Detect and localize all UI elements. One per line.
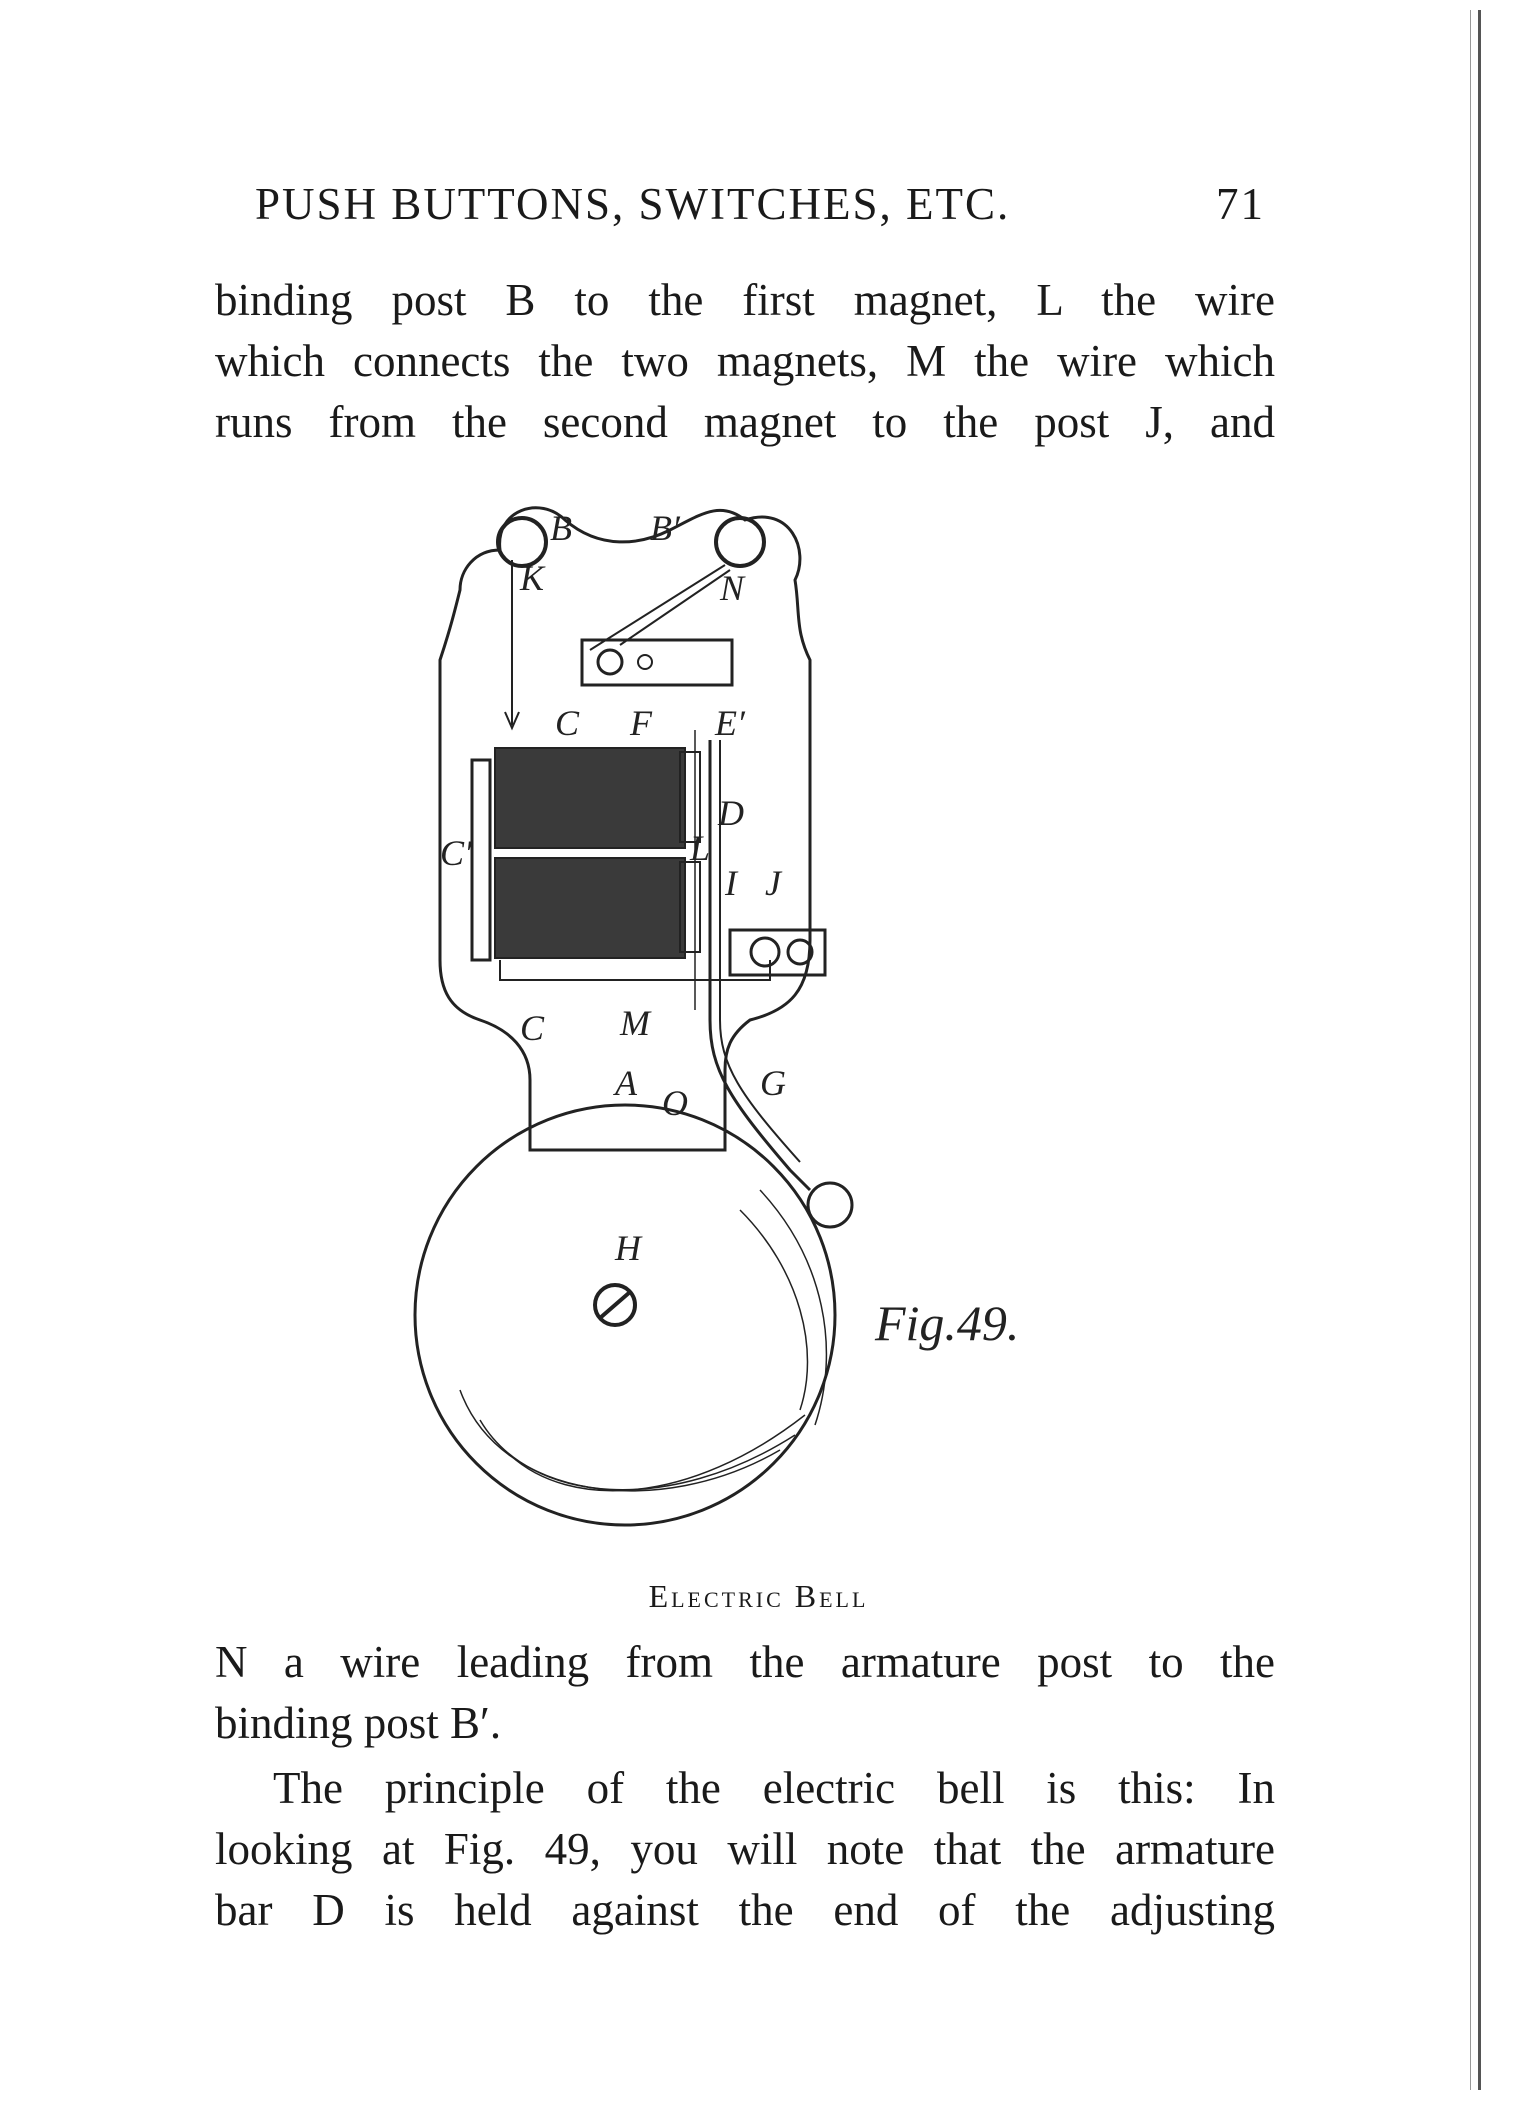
page-number: 71 (1216, 179, 1265, 229)
running-title: PUSH BUTTONS, SWITCHES, ETC. (255, 179, 1011, 229)
paragraph-bottom-2-line-2: looking at Fig. 49, you will note that the armature (215, 1824, 1275, 1874)
label-B: B (550, 508, 572, 548)
label-N: N (720, 568, 745, 608)
label-M: M (620, 1003, 650, 1043)
label-E-prime: E′ (715, 703, 745, 743)
label-G: G (760, 1063, 786, 1103)
label-H: H (615, 1228, 641, 1268)
electric-bell-drawing (400, 490, 1120, 1570)
figure-electric-bell (400, 490, 1120, 1570)
label-J: J (765, 863, 781, 903)
fig-label: Fig.49. (875, 1295, 1020, 1351)
label-I: I (725, 863, 737, 903)
label-L: L (690, 828, 711, 868)
label-A: A (615, 1063, 637, 1103)
label-C-top: C (555, 703, 580, 743)
magnet-upper (495, 748, 685, 848)
label-C-prime: C′ (440, 833, 472, 873)
paragraph-bottom-1-line-1: N a wire leading from the armature post to the (215, 1637, 1275, 1687)
page-edge-rule (1478, 10, 1481, 2090)
bell-gong (415, 1105, 835, 1525)
binding-post-B-prime (716, 518, 764, 566)
paragraph-top-line-1: binding post B to the first magnet, L the wire (215, 275, 1275, 325)
label-O: O (662, 1083, 688, 1123)
paragraph-top-line-2: which connects the two magnets, M the wire which (215, 336, 1275, 386)
wire-N (590, 565, 725, 650)
label-F: F (630, 703, 652, 743)
label-K: K (520, 558, 545, 598)
hammer-ball (808, 1183, 852, 1227)
magnet-lower (495, 858, 685, 958)
armature-post (582, 640, 732, 685)
paragraph-bottom-2-line-3: bar D is held against the end of the adjusting (215, 1885, 1275, 1935)
figure-caption: Electric Bell (648, 1578, 869, 1614)
paragraph-bottom-2-line-1: The principle of the electric bell is this: In (273, 1763, 1275, 1813)
label-D: D (718, 793, 744, 833)
running-header (255, 178, 1265, 238)
label-C-bottom: C (520, 1008, 545, 1048)
paragraph-bottom-1-line-2: binding post B′. (215, 1698, 502, 1748)
paragraph-top-line-3: runs from the second magnet to the post J, and (215, 397, 1275, 447)
label-B-prime: B′ (650, 508, 680, 548)
page-edge-rule-inner (1470, 10, 1471, 2090)
